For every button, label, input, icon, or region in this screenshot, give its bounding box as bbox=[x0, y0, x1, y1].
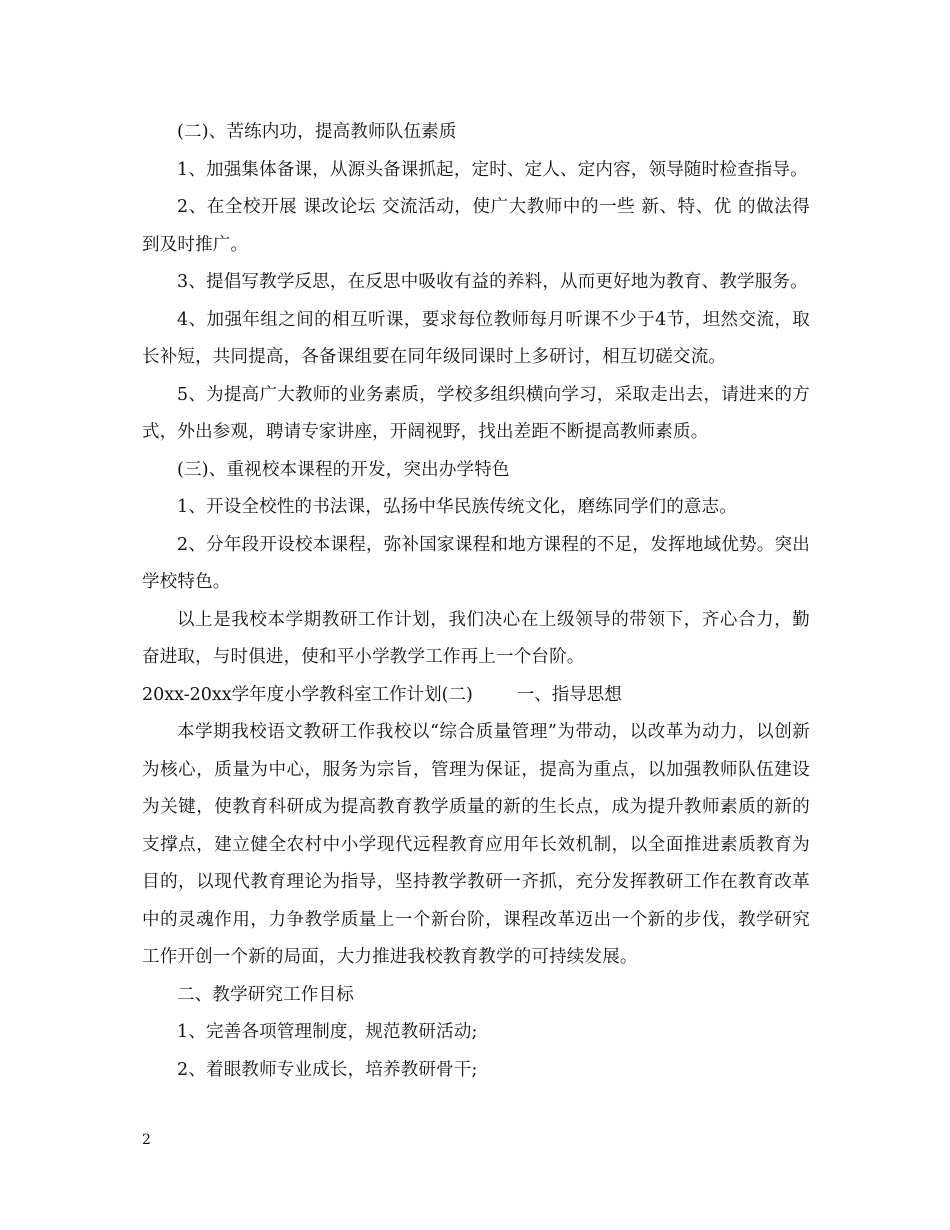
paragraph: 本学期我校语文教研工作我校以“综合质量管理”为带动，以改革为动力，以创新为核心，质量为中心，服务为宗旨，管理为保证，提高为重点，以加强教师队伍建设为关键，使教育科研成为提高教育教学质量的新的生长点，成为提升教师素质的新的支撑点，建立健全农村中小学现代远程教育应用年长效机制，以全面推进素质教育为目的，以现代教育理论为指导，坚持教学教研一齐抓，充分发挥教研工作在教育改革中的灵魂作用，力争教学质量上一个新台阶，课程改革迈出一个新的步伐，教学研究工作开创一个新的局面，大力推进我校教育教学的可持续发展。 bbox=[142, 722, 810, 967]
section-heading bbox=[142, 677, 810, 715]
paragraph: 2、着眼教师专业成长，培养教研骨干; bbox=[177, 1059, 478, 1080]
paragraph: 5、为提高广大教师的业务素质，学校多组织横向学习，采取走出去，请进来的方式，外出参观，聘请专家讲座，开阔视野，找出差距不断提高教师素质。 bbox=[142, 384, 810, 442]
paragraph: 2、在全校开展 课改论坛 交流活动，使广大教师中的一些 新、特、优 的做法得到及时推广。 bbox=[142, 197, 810, 255]
paragraph: (三)、重视校本课程的开发，突出办学特色 bbox=[177, 459, 510, 480]
paragraph: 1、完善各项管理制度，规范教研活动; bbox=[177, 1022, 478, 1042]
paragraph: (二)、苦练内功，提高教师队伍素质 bbox=[177, 122, 457, 142]
section-title: 20xx-20xx学年度小学教科室工作计划(二) bbox=[142, 684, 473, 705]
paragraph: 1、开设全校性的书法课，弘扬中华民族传统文化，磨练同学们的意志。 bbox=[177, 497, 738, 517]
paragraph: 二、教学研究工作目标 bbox=[177, 984, 354, 1005]
paragraph: 以上是我校本学期教研工作计划，我们决心在上级领导的带领下，齐心合力，勤奋进取，与时俱进，使和平小学教学工作再上一个台阶。 bbox=[142, 609, 810, 667]
page-number: 2 bbox=[142, 1132, 151, 1148]
paragraph: 1、加强集体备课，从源头备课抓起，定时、定人、定内容，领导随时检查指导。 bbox=[177, 159, 808, 180]
paragraph: 2、分年段开设校本课程，弥补国家课程和地方课程的不足，发挥地域优势。突出学校特色。 bbox=[142, 534, 810, 592]
document-body bbox=[142, 114, 810, 1089]
section-subtitle: 一、指导思想 bbox=[516, 684, 622, 705]
paragraph: 3、提倡写教学反思，在反思中吸收有益的养料，从而更好地为教育、教学服务。 bbox=[177, 272, 808, 292]
paragraph: 4、加强年组之间的相互听课，要求每位教师每月听课不少于4节，坦然交流，取长补短，共同提高，各备课组要在同年级同课时上多研讨，相互切磋交流。 bbox=[142, 309, 810, 367]
